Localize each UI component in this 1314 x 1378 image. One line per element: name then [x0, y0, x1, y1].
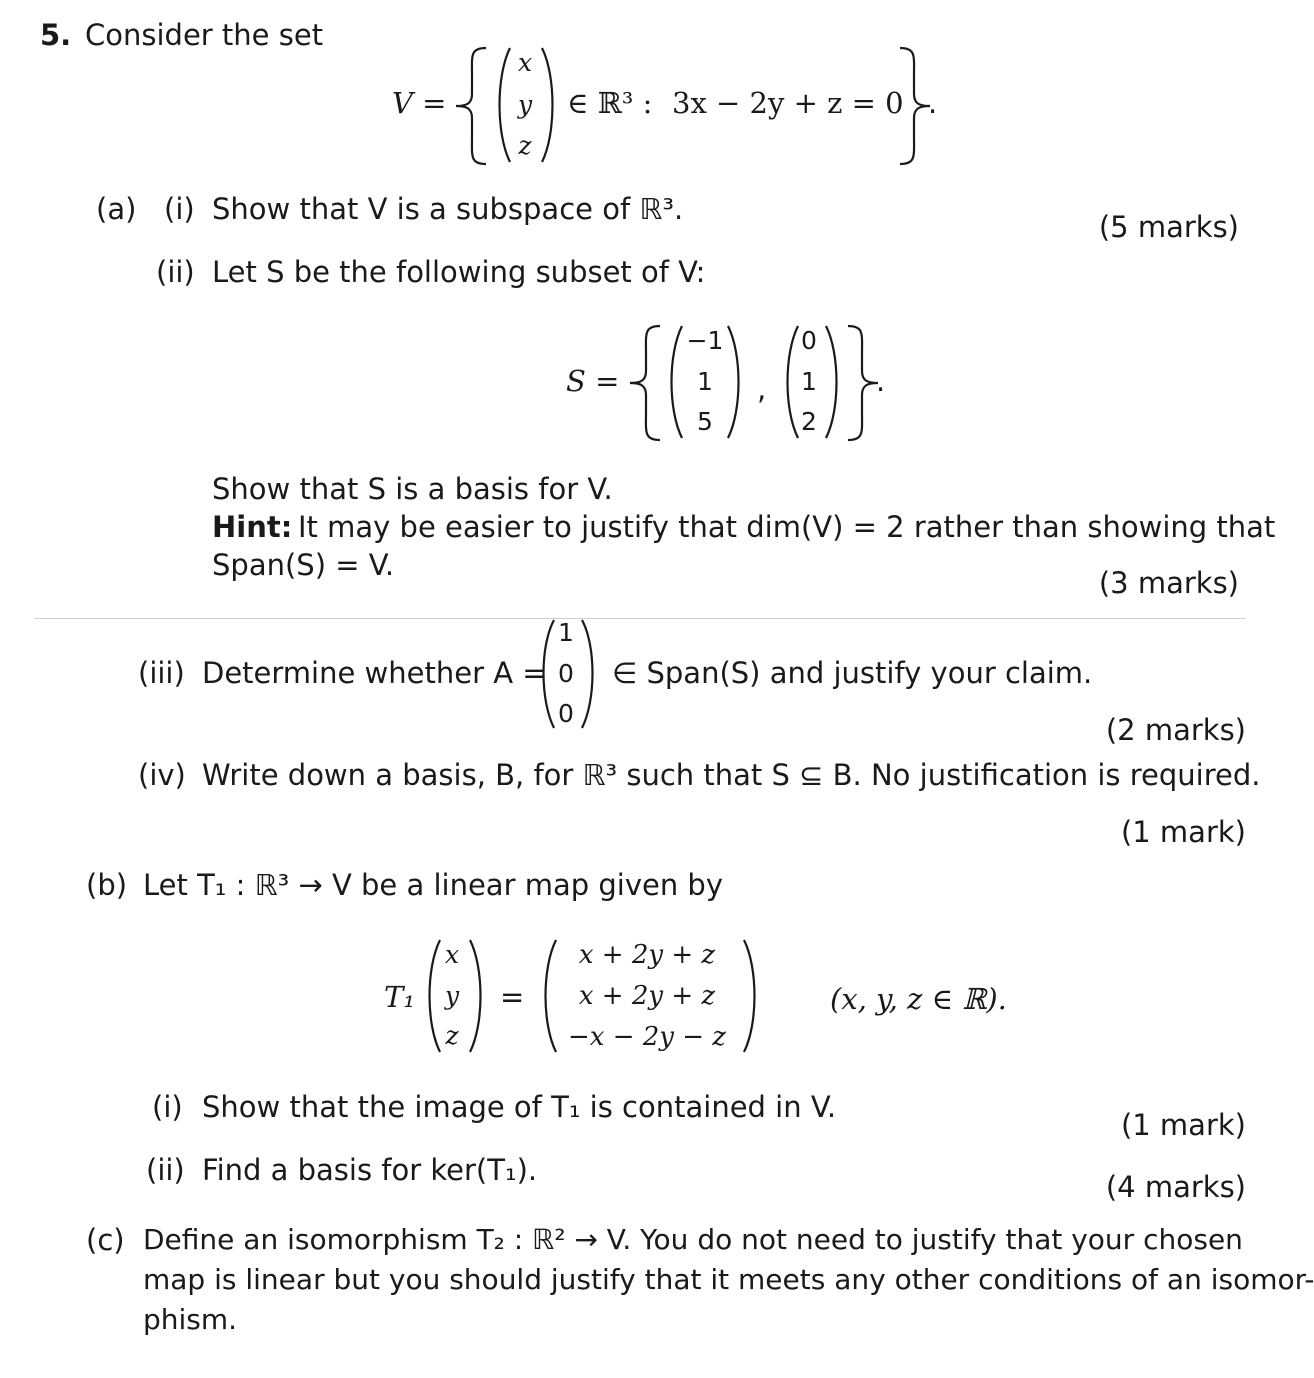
part-a-i-marks: (5 marks) — [1098, 210, 1239, 244]
question-number: 5. — [40, 18, 72, 52]
page-divider — [34, 618, 1246, 619]
vector-a — [553, 618, 579, 728]
question-intro: Consider the set — [85, 18, 324, 52]
part-a-i-label: (i) — [164, 192, 195, 226]
vector-entry: z — [518, 131, 532, 160]
vector-entry: −x − 2y − z — [567, 1022, 726, 1052]
set-s-end: . — [876, 364, 886, 398]
hint-text: It may be easier to justify that dim(V) = 2 rather than showing that — [298, 510, 1276, 544]
right-paren-icon — [822, 324, 842, 440]
part-a-iv-label: (iv) — [138, 758, 186, 792]
vector-entry: 1 — [697, 366, 713, 396]
vector-entry: x — [517, 48, 533, 77]
part-b-i-text: Show that the image of T₁ is contained in V. — [202, 1090, 837, 1124]
domain-note: (x, y, z ∈ ℝ). — [830, 982, 1007, 1016]
set-v-vector — [510, 48, 540, 160]
left-brace-icon — [452, 46, 492, 166]
right-paren-icon — [578, 618, 598, 730]
vector-entry: x — [444, 940, 460, 969]
hint-label: Hint: — [212, 510, 293, 544]
vector-entry: z — [445, 1021, 459, 1050]
part-a-iii-label: (iii) — [138, 656, 185, 690]
vector-entry: 0 — [558, 699, 574, 728]
input-vector — [438, 940, 466, 1050]
vector-entry: −1 — [686, 326, 724, 355]
part-a-iv-text: Write down a basis, B, for ℝ³ such that S ⊆ B. No justification is required. — [202, 758, 1261, 792]
part-b-label: (b) — [86, 868, 128, 902]
set-s-comma: , — [757, 372, 767, 406]
map-equals: = — [500, 980, 525, 1014]
part-c-label: (c) — [86, 1223, 125, 1257]
part-a-ii-marks: (3 marks) — [1098, 566, 1239, 600]
part-b-ii-label: (ii) — [146, 1153, 185, 1187]
hint-text-2: Span(S) = V. — [212, 548, 395, 582]
right-paren-icon — [466, 938, 486, 1054]
part-b-i-label: (i) — [152, 1090, 183, 1124]
vector-entry: y — [444, 980, 460, 1010]
set-v-condition: 3x − 2y + z = 0 — [672, 86, 904, 120]
part-b-i-marks: (1 mark) — [1120, 1108, 1246, 1142]
output-vector — [556, 940, 738, 1052]
part-c-line-1: Define an isomorphism T₂ : ℝ² → V. You do not need to justify that your chosen — [143, 1223, 1243, 1256]
set-s-vector-2 — [796, 326, 822, 436]
vector-entry: y — [517, 89, 533, 119]
set-v-end: . — [928, 86, 938, 120]
set-v-condition-prefix: ∈ ℝ³ : — [567, 86, 653, 120]
vector-entry: x + 2y + z — [578, 940, 716, 970]
part-a-i-text: Show that V is a subspace of ℝ³. — [212, 192, 684, 226]
part-a-ii-text: Let S be the following subset of V: — [212, 255, 706, 289]
vector-entry: 1 — [801, 366, 817, 396]
part-a-ii-show: Show that S is a basis for V. — [212, 472, 613, 506]
part-b-ii-marks: (4 marks) — [1105, 1170, 1246, 1204]
vector-entry: 2 — [801, 407, 817, 436]
part-a-iii-text-before: Determine whether A = — [202, 656, 547, 690]
right-paren-icon — [538, 46, 558, 164]
part-c-line-2: map is linear but you should justify that it meets any other conditions of an isomor- — [143, 1263, 1314, 1296]
vector-entry: 0 — [558, 658, 574, 688]
left-brace-icon — [626, 324, 666, 442]
vector-entry: 5 — [697, 407, 713, 436]
set-s-lhs: S = — [566, 364, 620, 398]
set-s-vector-1 — [684, 326, 726, 436]
vector-entry: x + 2y + z — [578, 981, 716, 1011]
part-b-text: Let T₁ : ℝ³ → V be a linear map given by — [143, 868, 723, 902]
part-c-line-3: phism. — [143, 1303, 238, 1336]
set-v-lhs: V = — [392, 86, 447, 120]
part-a-label: (a) — [96, 192, 137, 226]
left-paren-icon — [666, 324, 686, 440]
right-paren-icon — [740, 938, 760, 1054]
vector-entry: 0 — [801, 326, 817, 355]
part-a-iii-text-after: ∈ Span(S) and justify your claim. — [612, 656, 1093, 690]
part-b-ii-text: Find a basis for ker(T₁). — [202, 1153, 538, 1187]
map-lhs: T₁ — [384, 980, 415, 1014]
right-paren-icon — [724, 324, 744, 440]
part-a-iv-marks: (1 mark) — [1120, 815, 1246, 849]
part-a-ii-label: (ii) — [156, 255, 195, 289]
part-a-iii-marks: (2 marks) — [1105, 713, 1246, 747]
vector-entry: 1 — [558, 618, 574, 647]
